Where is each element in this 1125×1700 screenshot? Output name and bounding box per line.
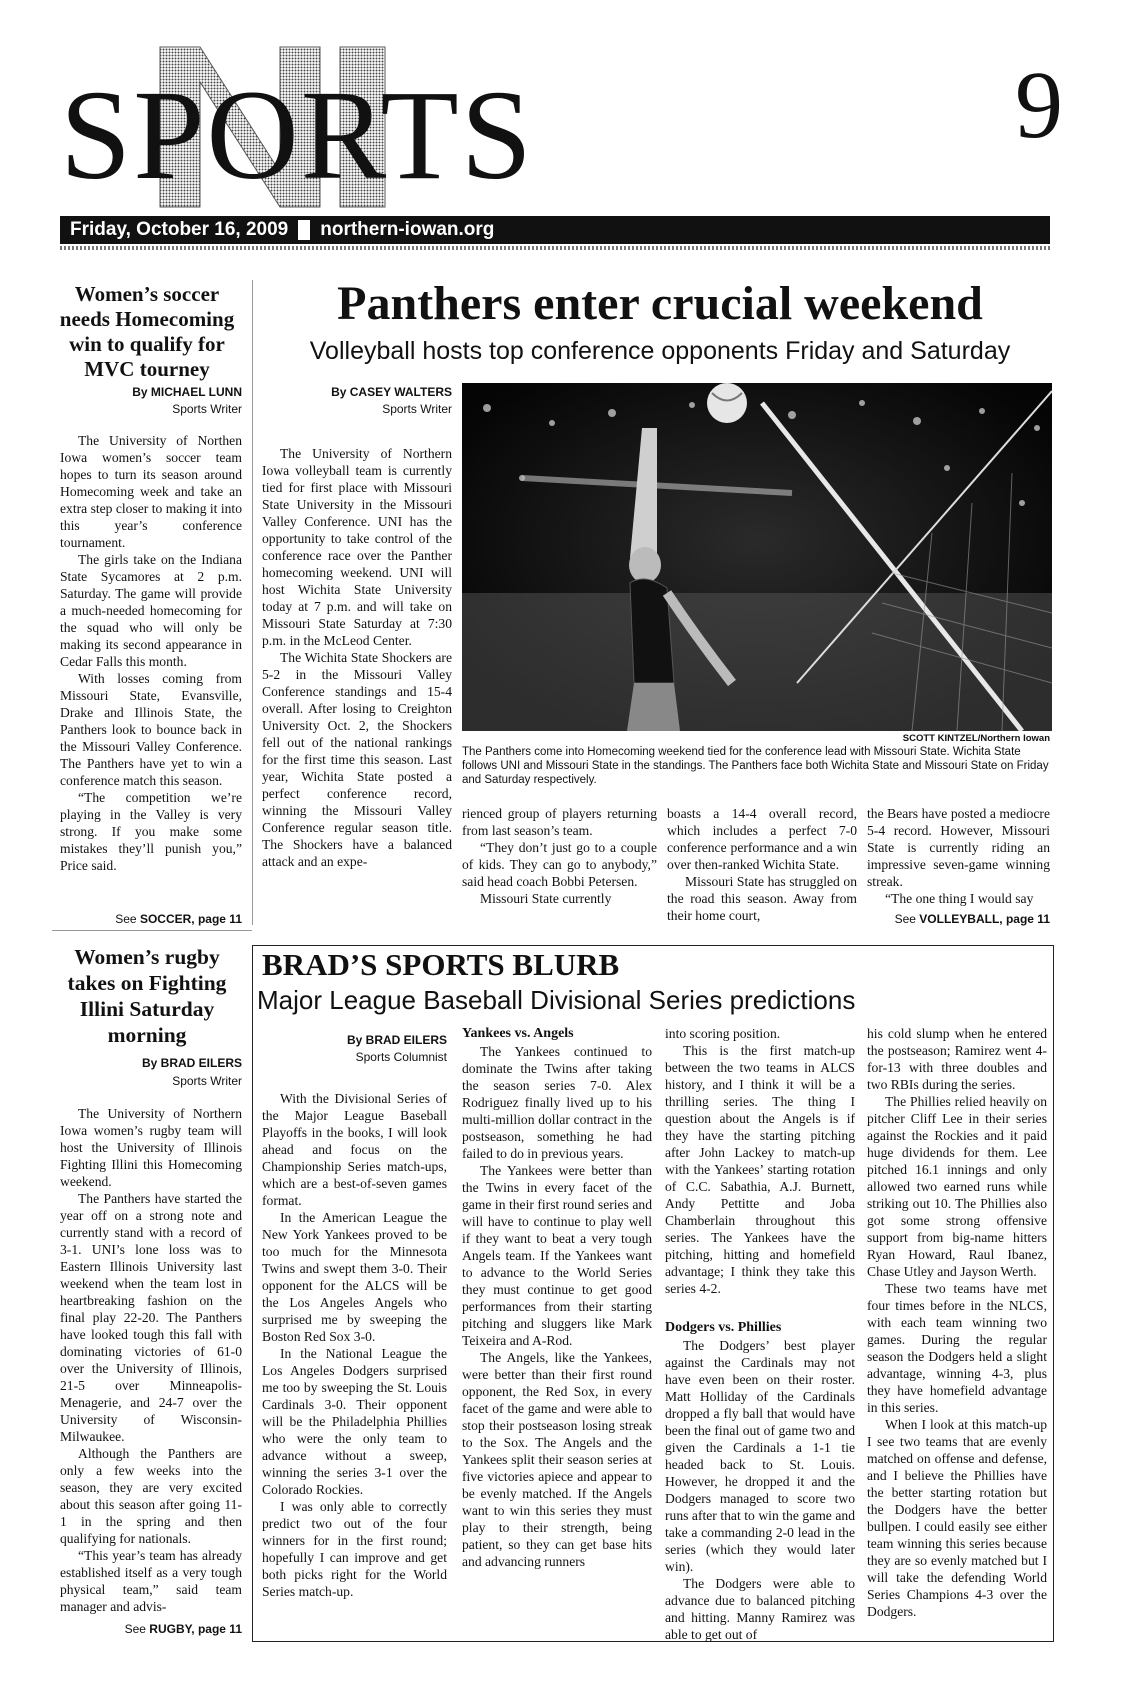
soccer-headline: Women’s soccer needs Homecoming win to qualify for MVC tourney (59, 282, 235, 381)
jump-page: , page 11 (191, 912, 242, 926)
volleyball-paragraph: The Wichita State Shockers are 5-2 in the Missouri Valley Conference standings and 15-4 overall. After losing to Creighton University Oct. 2, the Shockers fell out of the national rankings for the first time this season. Last year, Wichita State posted a perfect conference record, winning the Missouri Valley Conference regular season title. The Shockers have a balanced attack and an expe- (262, 650, 452, 869)
jump-prefix: See (124, 1622, 146, 1636)
hatch-rule (60, 246, 1050, 250)
volleyball-byline: By CASEY WALTERS (331, 385, 452, 399)
soccer-paragraph: “The competition we’re playing in the Valley is very strong. If you make some mistakes they’ll punish you,” Price said. (60, 790, 242, 873)
page-number: 9 (1015, 51, 1063, 158)
volleyball-col3 (667, 805, 857, 924)
jump-prefix: See (115, 912, 137, 926)
blurb-paragraph: his cold slump when he entered the postseason; Ramirez went 4-for-13 with three doubles and two RBIs during the series. (867, 1026, 1047, 1092)
blurb-subhead: Dodgers vs. Phillies (665, 1320, 782, 1335)
issue-date: Friday, October 16, 2009 (70, 219, 289, 240)
section-title: SPORTS (60, 64, 534, 206)
section-rule (52, 930, 252, 931)
soccer-paragraph: The University of Northen Iowa women’s soccer team hopes to turn its season around Homecoming week and take an extra step closer to making it into this year’s conference tournament. (60, 433, 242, 550)
jump-section: SOCCER (139, 912, 192, 926)
jump-prefix: See (894, 912, 916, 926)
jump-section: RUGBY (149, 1622, 192, 1636)
blurb-paragraph: When I look at this match-up I see two teams that are evenly matched on offense and defense, and I believe the Phillies have the better starting rotation but the Dodgers have the better bullpen. I could easily see either team winning this series because they are so evenly matched but I will take the defending World Series Champions 4-3 over the Dodgers. (867, 1417, 1047, 1619)
main-headline: Panthers enter crucial weekend (337, 277, 983, 330)
blurb-paragraph: In the National League the Los Angeles Dodgers surprised me too by sweeping the St. Louis Cardinals 3-0. Their opponent will be the Philadelphia Phillies who were the only team to advance without a sweep, winning the series 3-1 over the Colorado Rockies. (262, 1346, 447, 1497)
blurb-col3 (665, 1025, 855, 1643)
volleyball-paragraph: boasts a 14-4 overall record, which includes a perfect 7-0 conference performance and a win over then-ranked Wichita State. (667, 806, 857, 872)
volleyball-photo (462, 383, 1052, 731)
blurb-col2 (462, 1025, 652, 1570)
rugby-paragraph: The Panthers have started the year off on a strong note and currently stand with a record of 3-1. UNI’s lone loss was to Eastern Illinois University last weekend when the team lost in heartbreaking fashion on the final play 22-20. The Panthers have looked tough this fall with dominating victories of 61-0 over the University of Illinois, 21-5 over Minneapolis-Menagerie, and 24-7 over the University of Wisconsin-Milwaukee. (60, 1191, 242, 1444)
soccer-paragraph: The girls take on the Indiana State Sycamores at 2 p.m. Saturday. The game will provide a much-needed homecoming for the squad who will only be making its second appearance in Cedar Falls this month. (60, 552, 242, 669)
blurb-paragraph: The Yankees were better than the Twins in every facet of the game in their first round series and will have to continue to play well if they want to beat a very tough Angels team. If the Yankees want to advance to the World Series they must continue to get good performances from their starting pitching and sluggers like Mark Teixeira and A-Rod. (462, 1163, 652, 1348)
volleyball-paragraph: rienced group of players returning from last season’s team. (462, 806, 657, 838)
rugby-byline: By BRAD EILERS (141, 1056, 242, 1070)
blurb-paragraph: The Dodgers were able to advance due to balanced pitching and hitting. Manny Ramirez was able to get out of (665, 1576, 855, 1642)
rugby-paragraph: “This year’s team has already established itself as a very tough physical team,” said team manager and advis- (60, 1548, 242, 1614)
soccer-paragraph: With losses coming from Missouri State, Evansville, Drake and Illinois State, the Panthers look to bounce back in the Missouri Valley Conference. The Panthers have yet to win a conference match this season. (60, 671, 242, 788)
soccer-role: Sports Writer (172, 402, 242, 416)
blurb-paragraph: In the American League the New York Yankees proved to be too much for the Minnesota Twins and swept them 3-0. Their opponent for the ALCS will be the Los Angeles Angels who surprised me by sweeping the Boston Red Sox 3-0. (262, 1210, 447, 1344)
photo-caption: The Panthers come into Homecoming weekend tied for the conference lead with Missouri State. Wichita State follows UNI and Missouri State in the standings. The Panthers face both Wichita State and Missouri State on Friday and Saturday respectively. (462, 746, 1049, 786)
soccer-jump-link[interactable] (60, 912, 242, 926)
volleyball-jump-link[interactable] (867, 912, 1050, 926)
blurb-subhead: Yankees vs. Angels (462, 1026, 574, 1041)
soccer-byline: By MICHAEL LUNN (132, 385, 242, 399)
volleyball-paragraph: “They don’t just go to a couple of kids. They can go to anybody,” said head coach Bobbi Petersen. (462, 840, 657, 889)
blurb-paragraph: I was only able to correctly predict two out of the four winners for in the first round; hopefully I can improve and get both picks right for the World Series match-up. (262, 1499, 447, 1599)
photo-credit: SCOTT KINTZEL/Northern Iowan (902, 733, 1050, 744)
blurb-paragraph: This is the first match-up between the two teams in ALCS history, and I think it will be a thrilling series. The thing I question about the Angels is if they have the starting pitching after John Lackey to match-up with the Yankees’ starting rotation of C.C. Sabathia, A.J. Burnett, Andy Pettitte and Joba Chamberlain throughout this series. The Yankees have the pitching, hitting and homefield advantage; I think they take this series 4-2. (665, 1043, 855, 1296)
blurb-title: BRAD’S SPORTS BLURB (262, 947, 620, 982)
blurb-byline: By BRAD EILERS (346, 1033, 447, 1047)
date-bar (60, 216, 1050, 244)
volleyball-paragraph: “The one thing I would say (885, 891, 1034, 906)
rugby-role: Sports Writer (172, 1074, 242, 1088)
volleyball-paragraph: Missouri State has struggled on the road this season. Away from their home court, (667, 874, 857, 923)
rugby-body (60, 1105, 242, 1615)
blurb-subtitle: Major League Baseball Divisional Series predictions (257, 985, 856, 1015)
column-rule (252, 280, 253, 925)
main-subheadline: Volleyball hosts top conference opponents Friday and Saturday (309, 337, 1011, 365)
volleyball-paragraph: Missouri State currently (480, 891, 612, 906)
volleyball-role: Sports Writer (382, 402, 452, 416)
volleyball-paragraph: The University of Northern Iowa volleyball team is currently tied for first place with Missouri State University in the Missouri Valley Conference. UNI has the opportunity to take control of the conference race over the Panther homecoming weekend. UNI will host Wichita State University today at 7 p.m. and will take on Missouri State Saturday at 7:30 p.m. in the McLeod Center. (262, 446, 452, 648)
blurb-col1 (262, 1090, 447, 1600)
blurb-paragraph: The Angels, like the Yankees, were better than their first round opponent, the Red Sox, in every facet of the game and were able to stop their postseason losing streak to the Sox. The Angels and the Yankees split their season series at five victories apiece and appear to be evenly matched. If the Angels want to win this series they must play to their strength, being patient, so they can get base hits and advancing runners (462, 1350, 652, 1569)
jump-page: , page 11 (191, 1622, 242, 1636)
volleyball-paragraph: the Bears have posted a mediocre 5-4 record. However, Missouri State is currently riding an impressive seven-game winning streak. (867, 806, 1050, 889)
blurb-role: Sports Columnist (355, 1050, 447, 1064)
blurb-paragraph: The Phillies relied heavily on pitcher Cliff Lee in their series against the Rockies and it paid huge dividends for them. Lee pitched 16.1 innings and only allowed two earned runs while striking out 10. The Phillies also got some strong offensive support from big-name hitters Ryan Howard, Raul Ibanez, Chase Utley and Jayson Werth. (867, 1094, 1047, 1279)
blurb-col4 (867, 1025, 1047, 1620)
volleyball-col2 (462, 805, 657, 907)
soccer-body (60, 432, 242, 874)
volleyball-col1 (262, 445, 452, 870)
rugby-jump-link[interactable] (60, 1622, 242, 1636)
site-link[interactable]: northern-iowan.org (320, 219, 495, 240)
jump-section: VOLLEYBALL (919, 912, 1000, 926)
rugby-paragraph: Although the Panthers are only a few weeks into the season, they are very excited about this season after going 11-1 in the spring and then qualifying for nationals. (60, 1446, 242, 1546)
rugby-headline: Women’s rugby takes on Fighting Illini Saturday morning (67, 945, 227, 1047)
blurb-paragraph: into scoring position. (665, 1026, 781, 1041)
jump-page: , page 11 (999, 912, 1050, 926)
blurb-paragraph: With the Divisional Series of the Major League Baseball Playoffs in the books, I will look ahead and focus on the Championship Series match-ups, which are a best-of-seven games format. (262, 1091, 447, 1208)
rugby-paragraph: The University of Northern Iowa women’s rugby team will host the University of Illinois Fighting Illini this Homecoming weekend. (60, 1106, 242, 1189)
blurb-paragraph: The Dodgers’ best player against the Cardinals may not have even been on their roster. Matt Holliday of the Cardinals dropped a fly ball that would have been the final out of game two and given the Cardinals a 1-1 tie headed back to St. Louis. However, he dropped it and the Dodgers managed to score two runs after that to win the game and take a commanding 2-0 lead in the series (which they would later win). (665, 1338, 855, 1574)
volleyball-player-illustration (462, 383, 1052, 731)
blurb-paragraph: These two teams have met four times before in the NLCS, with each team winning two games. During the regular season the Dodgers held a slight advantage, winning 4-3, plus they have homefield advantage in this series. (867, 1281, 1047, 1415)
volleyball-col4 (867, 805, 1050, 907)
blurb-paragraph: The Yankees continued to dominate the Twins after taking the season series 7-0. Alex Rodriguez finally lived up to his multi-million dollar contract in the postseason, something he had failed to do in previous years. (462, 1044, 652, 1161)
